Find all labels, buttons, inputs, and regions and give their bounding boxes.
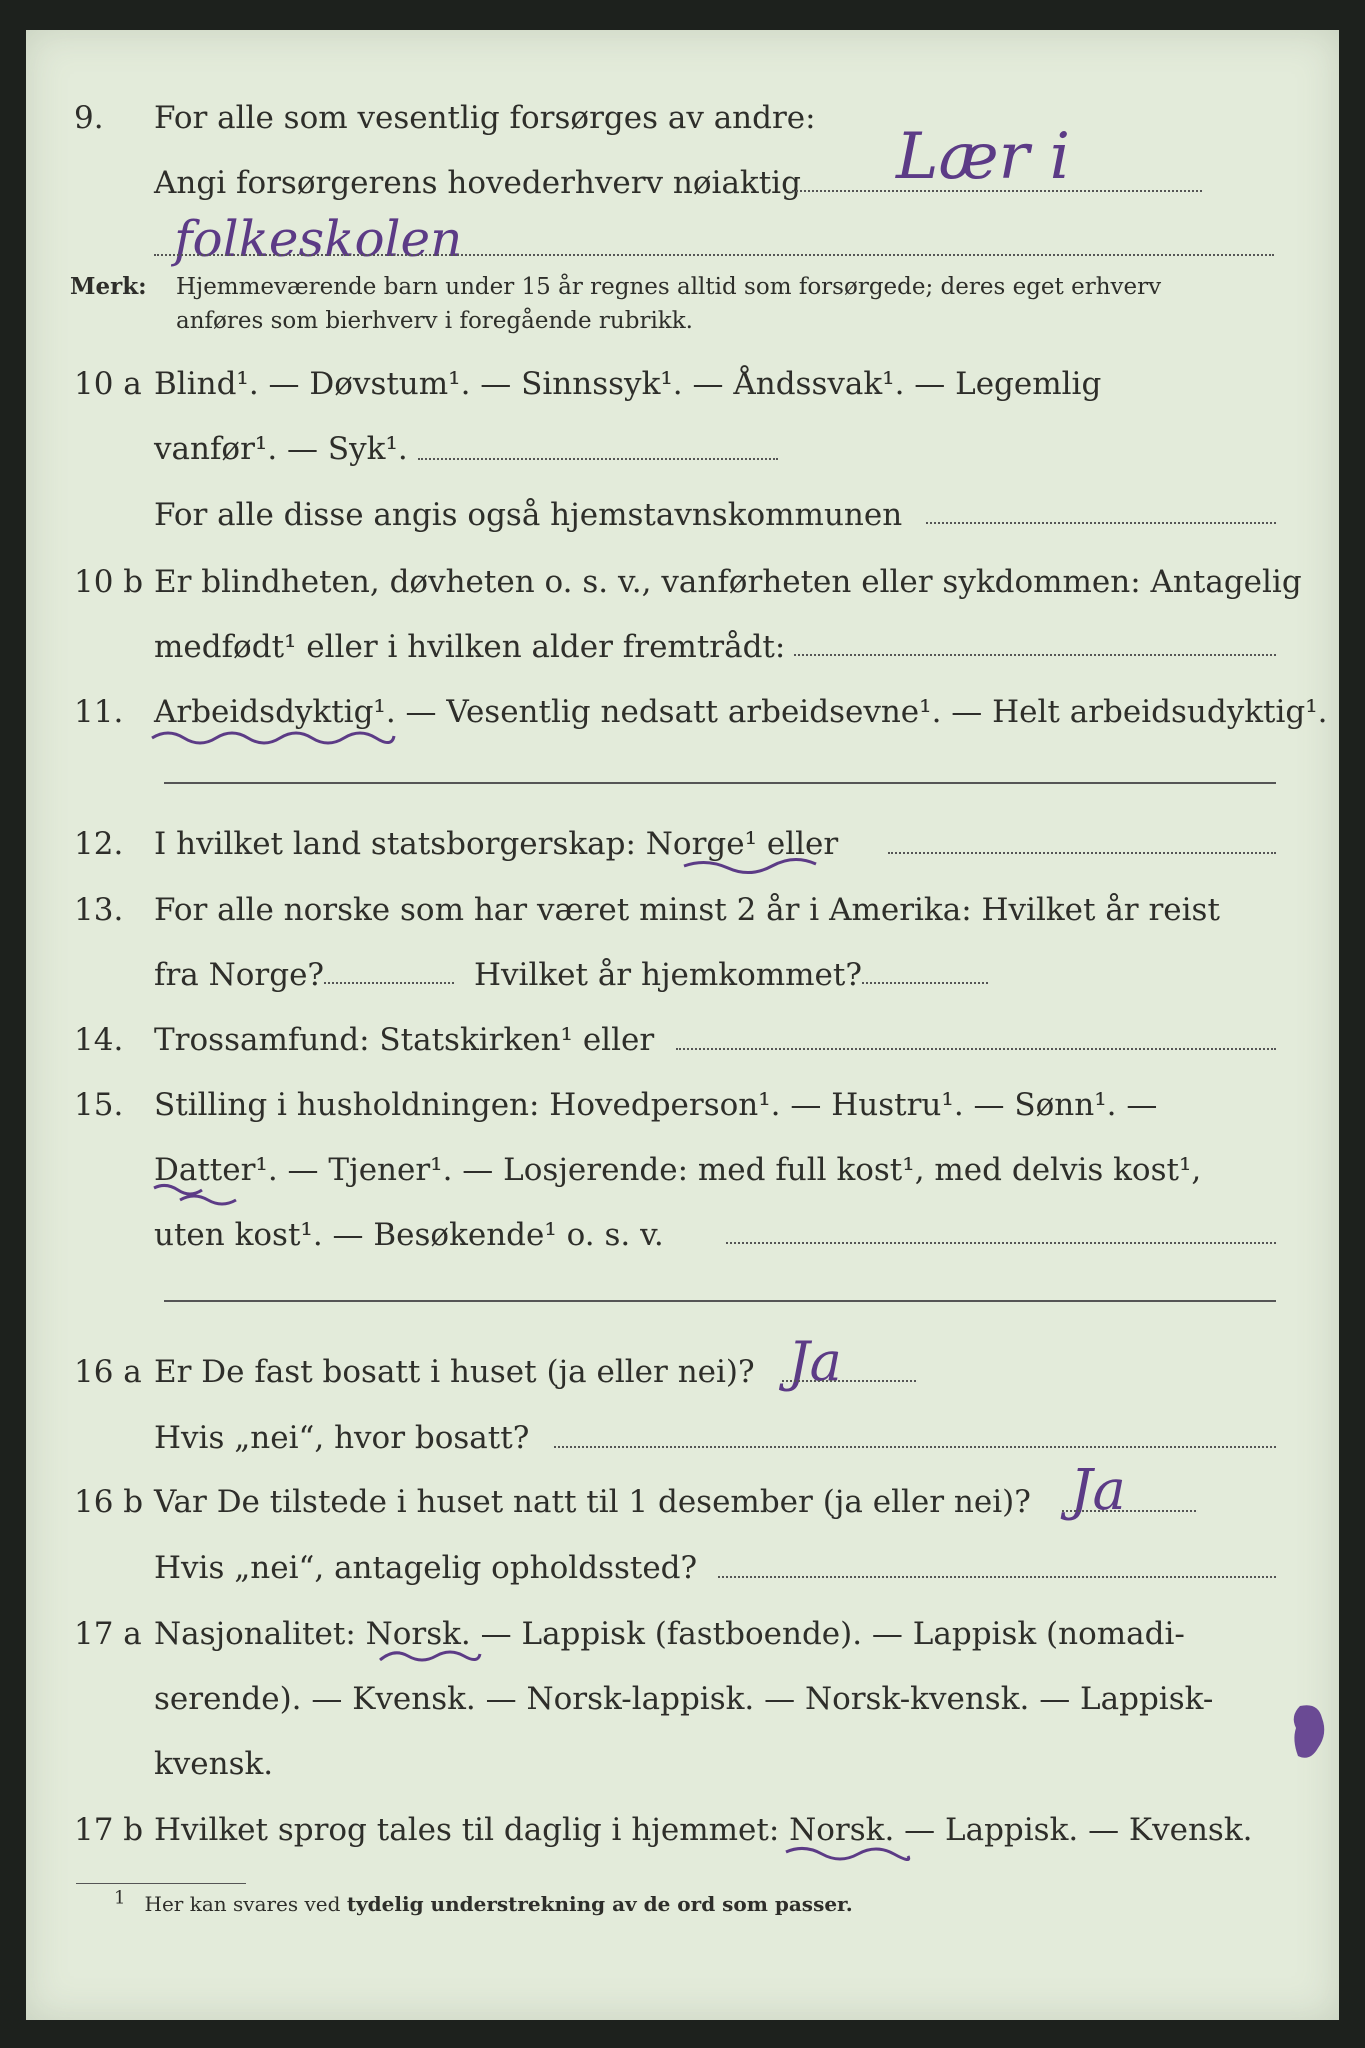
q16a-handwritten-answer: Ja bbox=[788, 1330, 842, 1393]
q11-line1: Arbeidsdyktig¹. — Vesentlig nedsatt arbeidsevne¹. — Helt arbeidsudyktig¹. bbox=[154, 694, 1328, 730]
merk-line1: Hjemmeværende barn under 15 år regnes alltid som forsørgede; deres eget erhverv bbox=[176, 274, 1162, 300]
q17b-handwritten-underline bbox=[782, 1842, 912, 1864]
q16b-handwritten-answer: Ja bbox=[1070, 1458, 1126, 1523]
q12-number: 12. bbox=[74, 826, 124, 862]
q17b-line1: Hvilket sprog tales til daglig i hjemmet: Norsk. — Lappisk. — Kvensk. bbox=[154, 1812, 1253, 1848]
q10b-answer-line bbox=[794, 654, 1276, 656]
q16a-number: 16 a bbox=[74, 1354, 142, 1390]
q14-number: 14. bbox=[74, 1022, 124, 1058]
q16b-line1: Var De tilstede i huset natt til 1 desember (ja eller nei)? bbox=[154, 1484, 1031, 1520]
census-form-page bbox=[26, 30, 1339, 2020]
q10b-line1: Er blindheten, døvheten o. s. v., vanførheten eller sykdommen: Antagelig bbox=[154, 564, 1302, 600]
q12-handwritten-underline bbox=[680, 856, 820, 876]
q11-number: 11. bbox=[74, 694, 124, 730]
q10a-line3: For alle disse angis også hjemstavnskommunen bbox=[154, 497, 903, 533]
q9-handwritten-answer-2: folkeskolen bbox=[174, 210, 463, 268]
q10a-answer-line-2 bbox=[926, 522, 1276, 524]
footnote bbox=[114, 1887, 853, 1918]
q16a-answer-line bbox=[782, 1380, 916, 1382]
q11-answer-line bbox=[164, 782, 1276, 784]
q9-handwritten-answer-1: Lær i bbox=[896, 120, 1071, 194]
q13-line2b: Hvilket år hjemkommet? bbox=[474, 957, 862, 993]
q13-number: 13. bbox=[74, 892, 124, 928]
q15-answer-line-1 bbox=[726, 1242, 1276, 1244]
q17a-handwritten-underline bbox=[374, 1644, 484, 1666]
q15-line2: Datter¹. — Tjener¹. — Losjerende: med full kost¹, med delvis kost¹, bbox=[154, 1152, 1202, 1188]
q16a-answer-line-2 bbox=[554, 1446, 1276, 1448]
q10b-number: 10 b bbox=[74, 564, 144, 600]
ink-blot-mark bbox=[1288, 1700, 1332, 1770]
q10a-number: 10 a bbox=[74, 366, 142, 402]
q16b-answer-line-2 bbox=[718, 1576, 1276, 1578]
footnote-text-bold: tydelig understrekning av de ord som passer. bbox=[346, 1892, 853, 1916]
q10a-answer-line-1 bbox=[418, 458, 778, 460]
q16a-line2: Hvis „nei“, hvor bosatt? bbox=[154, 1420, 530, 1456]
q16b-line2: Hvis „nei“, antagelig opholdssted? bbox=[154, 1550, 698, 1586]
q17a-line3: kvensk. bbox=[154, 1746, 274, 1782]
merk-label: Merk: bbox=[70, 273, 147, 300]
q9-answer-line-2 bbox=[154, 254, 1274, 256]
q17a-line2: serende). — Kvensk. — Norsk-lappisk. — Norsk-kvensk. — Lappisk- bbox=[154, 1681, 1214, 1717]
q12-answer-line bbox=[888, 852, 1276, 854]
q15-line1: Stilling i husholdningen: Hovedperson¹. — Hustru¹. — Sønn¹. — bbox=[154, 1087, 1158, 1123]
q13-line2a: fra Norge? bbox=[154, 957, 325, 993]
q11-handwritten-underline bbox=[148, 724, 398, 748]
q12-line1: I hvilket land statsborgerskap: Norge¹ eller bbox=[154, 826, 839, 862]
q10a-line1: Blind¹. — Døvstum¹. — Sinnssyk¹. — Åndssvak¹. — Legemlig bbox=[154, 366, 1102, 402]
q17a-line1: Nasjonalitet: Norsk. — Lappisk (fastboende). — Lappisk (nomadi- bbox=[154, 1616, 1185, 1652]
q9-line2: Angi forsørgerens hovederhverv nøiaktig bbox=[154, 165, 801, 201]
q16b-number: 16 b bbox=[74, 1484, 144, 1520]
q14-line1: Trossamfund: Statskirken¹ eller bbox=[154, 1022, 655, 1058]
q16a-line1: Er De fast bosatt i huset (ja eller nei)? bbox=[154, 1354, 755, 1390]
footnote-rule bbox=[76, 1883, 246, 1884]
footnote-text: Her kan svares ved bbox=[144, 1892, 341, 1916]
q16b-answer-line bbox=[1062, 1510, 1196, 1512]
q13-answer-line-2 bbox=[862, 982, 988, 984]
merk-line2: anføres som bierhverv i foregående rubrikk. bbox=[176, 308, 693, 334]
q15-number: 15. bbox=[74, 1087, 124, 1123]
q9-line1: For alle som vesentlig forsørges av andre: bbox=[154, 100, 816, 136]
footnote-mark: 1 bbox=[114, 1887, 126, 1909]
q10b-line2: medfødt¹ eller i hvilken alder fremtrådt: bbox=[154, 629, 786, 665]
q17b-number: 17 b bbox=[74, 1812, 144, 1848]
q9-number: 9. bbox=[74, 100, 104, 136]
q14-answer-line bbox=[676, 1048, 1276, 1050]
q13-answer-line-1 bbox=[324, 982, 454, 984]
q15-answer-line-2 bbox=[164, 1300, 1276, 1302]
q15-line3: uten kost¹. — Besøkende¹ o. s. v. bbox=[154, 1217, 664, 1253]
q15-handwritten-underline bbox=[150, 1180, 260, 1206]
q10a-line2: vanfør¹. — Syk¹. bbox=[154, 431, 408, 467]
q17a-number: 17 a bbox=[74, 1616, 142, 1652]
q13-line1: For alle norske som har været minst 2 år i Amerika: Hvilket år reist bbox=[154, 892, 1220, 928]
